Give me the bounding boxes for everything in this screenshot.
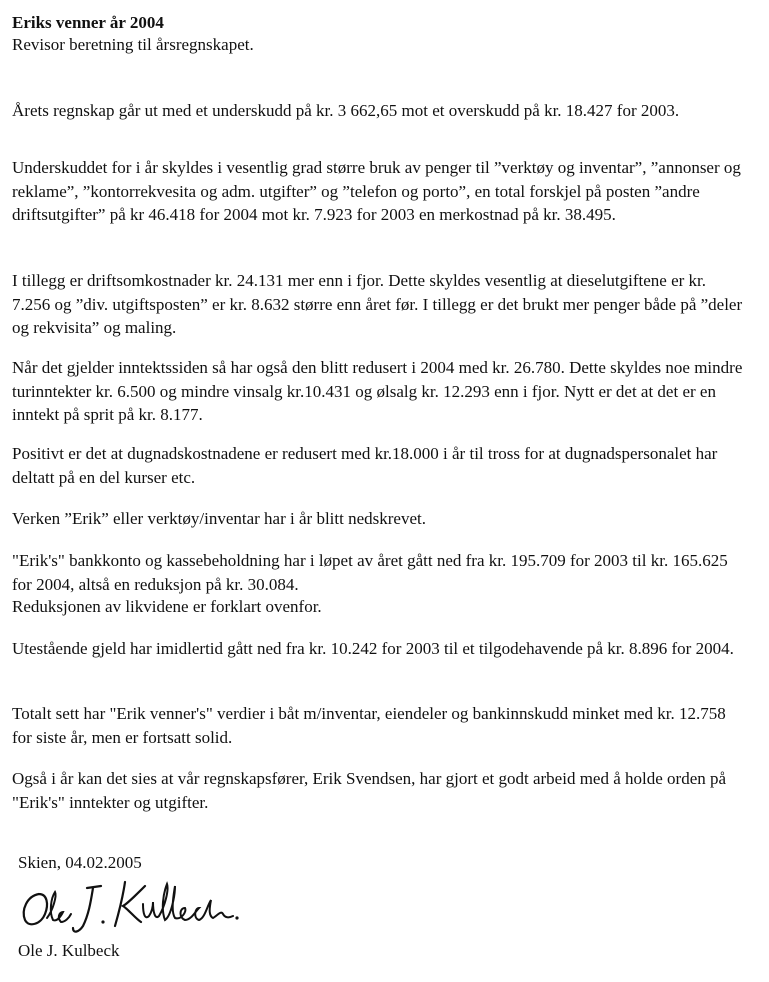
document-title: Eriks venner år 2004 — [12, 13, 164, 32]
paragraph-liquidity: Reduksjonen av likvidene er forklart ovenfor. — [12, 597, 322, 616]
paragraph-volunteer-costs: Positivt er det at dugnadskostnadene er redusert med kr.18.000 i år til tross for at dugnadspersonalet har deltatt på en del kurser etc. — [12, 444, 718, 487]
paragraph-total-values: Totalt sett har "Erik venner's" verdier i båt m/inventar, eiendeler og bankinnskudd minket med kr. 12.758 for siste år, men er fortsatt solid. — [12, 704, 726, 747]
paragraph-bank-account: "Erik's" bankkonto og kassebeholdning har i løpet av året gått ned fra kr. 195.709 for 2003 til kr. 165.625 for 2004, altså en reduksjon på kr. 30.084. — [12, 551, 728, 594]
paragraph-accountant: Også i år kan det sies at vår regnskapsfører, Erik Svendsen, har gjort et godt arbeid med å holde orden på "Erik's" inntekter og utgifter. — [12, 769, 727, 812]
paragraph-deficit-cause: Underskuddet for i år skyldes i vesentlig grad større bruk av penger til ”verktøy og inventar”, ”annonser og reklame”, ”kontorrekvesita og adm. utgifter” og ”telefon og porto”, en total forskjel på posten ”andre driftsutgifter” på kr 46.418 for 2004 mot kr. 7.923 for 2003 en merkostnad på kr. 38.495. — [12, 158, 741, 224]
paragraph-income: Når det gjelder inntektssiden så har også den blitt redusert i 2004 med kr. 26.780. Dette skyldes noe mindre turinntekter kr. 6.500 og mindre vinsalg kr.10.431 og ølsalg kr. 12.293 enn i fjor. Nytt er det at det er en inntekt på sprit på kr. 8.177. — [12, 358, 743, 424]
paragraph-depreciation: Verken ”Erik” eller verktøy/inventar har i år blitt nedskrevet. — [12, 509, 426, 528]
paragraph-operating-costs: I tillegg er driftsomkostnader kr. 24.131 mer enn i fjor. Dette skyldes vesentlig at dieselutgiftene er kr. 7.256 og ”div. utgiftsposten” er kr. 8.632 større enn året før. I tillegg er det brukt mer penger både på ”deler og rekvisita” og maling. — [12, 271, 743, 337]
paragraph-result: Årets regnskap går ut med et underskudd på kr. 3 662,65 mot et overskudd på kr. 18.427 for 2003. — [12, 101, 680, 120]
document-subtitle: Revisor beretning til årsregnskapet. — [12, 35, 254, 54]
handwritten-signature — [17, 876, 257, 938]
signer-name: Ole J. Kulbeck — [18, 941, 120, 960]
paragraph-debt: Utestående gjeld har imidlertid gått ned fra kr. 10.242 for 2003 til et tilgodehavende på kr. 8.896 for 2004. — [12, 639, 734, 658]
place-date: Skien, 04.02.2005 — [18, 853, 142, 872]
signature-text: Ole J. Kulbeck — [17, 876, 23, 877]
